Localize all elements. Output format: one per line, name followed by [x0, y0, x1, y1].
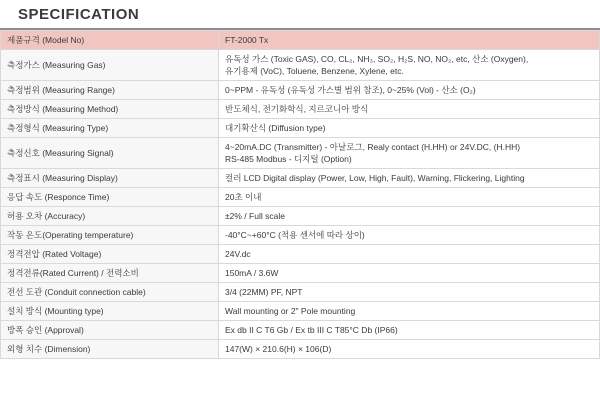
table-row [1, 283, 600, 302]
table-row [1, 207, 600, 226]
table-row [1, 138, 600, 169]
spec-value-line: 3/4 (22MM) PF, NPT [225, 287, 303, 297]
spec-value-cell [219, 81, 600, 100]
spec-value-cell [219, 321, 600, 340]
table-row [1, 100, 600, 119]
table-row [1, 119, 600, 138]
spec-value-line: Wall mounting or 2" Pole mounting [225, 306, 356, 316]
spec-value-cell [219, 283, 600, 302]
table-row [1, 245, 600, 264]
spec-value-cell [219, 302, 600, 321]
table-row [1, 169, 600, 188]
table-row [1, 31, 600, 50]
spec-label-cell: 측정표시 (Measuring Display) [1, 169, 219, 188]
table-row [1, 50, 600, 81]
specification-table [0, 30, 600, 359]
spec-label-cell: 정격전류(Rated Current) / 전력소비 [1, 264, 219, 283]
spec-value-cell [219, 264, 600, 283]
spec-label-cell: 측정범위 (Measuring Range) [1, 81, 219, 100]
spec-value-line: 0~PPM - 유독성 (유독성 가스별 범위 참조), 0~25% (Vol) - 산소 (O₂) [225, 85, 476, 95]
spec-value-line: Ex db II C T6 Gb / Ex tb III C T85°C Db (IP66) [225, 325, 398, 335]
spec-value-line: RS-485 Modbus - 디지털 (Option) [225, 154, 352, 164]
table-row [1, 81, 600, 100]
spec-value-cell [219, 50, 600, 81]
spec-label-cell: 측정신호 (Measuring Signal) [1, 138, 219, 169]
table-row [1, 302, 600, 321]
spec-label-cell: 측정형식 (Measuring Type) [1, 119, 219, 138]
spec-value-line: 20초 이내 [225, 192, 262, 202]
spec-label-cell: 외형 치수 (Dimension) [1, 340, 219, 359]
spec-label-cell: 측정가스 (Measuring Gas) [1, 50, 219, 81]
spec-label-cell: 허용 오차 (Accuracy) [1, 207, 219, 226]
spec-value-line: -40°C~+60°C (적용 센서에 따라 상이) [225, 230, 365, 240]
spec-value-line: 유독성 가스 (Toxic GAS), CO, CL₂, NH₃, SO₂, H₂S, NO, NO₂, etc, 산소 (Oxygen), [225, 54, 529, 64]
spec-value-cell [219, 207, 600, 226]
spec-value-cell [219, 119, 600, 138]
spec-value-line: 대기확산식 (Diffusion type) [225, 123, 326, 133]
spec-value-cell [219, 188, 600, 207]
spec-label-cell: 작동 온도(Operating temperature) [1, 226, 219, 245]
spec-label-cell: 응답 속도 (Responce Time) [1, 188, 219, 207]
spec-value-line: 유기용제 (VoC), Toluene, Benzene, Xylene, etc. [225, 66, 404, 76]
spec-value-line: 4~20mA.DC (Transmitter) - 아날로그, Realy contact (H.HH) or 24V.DC, (H.HH) [225, 142, 521, 152]
table-row [1, 264, 600, 283]
spec-value-line: 반도체식, 전기화학식, 지르코니아 방식 [225, 104, 369, 114]
spec-value-line: ±2% / Full scale [225, 211, 285, 221]
spec-value-cell [219, 340, 600, 359]
page-title: SPECIFICATION [18, 6, 140, 23]
spec-value-line: 24V.dc [225, 249, 251, 259]
spec-value-line: 150mA / 3.6W [225, 268, 279, 278]
spec-label-cell: 전선 도관 (Conduit connection cable) [1, 283, 219, 302]
spec-value-cell [219, 31, 600, 50]
spec-label-cell: 방폭 승인 (Approval) [1, 321, 219, 340]
spec-value-line: 147(W) × 210.6(H) × 106(D) [225, 344, 332, 354]
specification-table-body [1, 31, 600, 359]
spec-label-cell: 측정방식 (Measuring Method) [1, 100, 219, 119]
spec-label-cell: 정격전압 (Rated Voltage) [1, 245, 219, 264]
spec-value-cell [219, 138, 600, 169]
table-row [1, 340, 600, 359]
spec-value-cell [219, 169, 600, 188]
spec-label-cell: 제품규격 (Model No) [1, 31, 219, 50]
spec-value-line: FT-2000 Tx [225, 35, 269, 45]
spec-value-cell [219, 100, 600, 119]
spec-value-cell [219, 226, 600, 245]
table-row [1, 188, 600, 207]
table-row [1, 226, 600, 245]
spec-label-cell: 설치 방식 (Mounting type) [1, 302, 219, 321]
table-row [1, 321, 600, 340]
spec-value-line: 컬러 LCD Digital display (Power, Low, High, Fault), Warning, Flickering, Lighting [225, 173, 525, 183]
spec-value-cell [219, 245, 600, 264]
